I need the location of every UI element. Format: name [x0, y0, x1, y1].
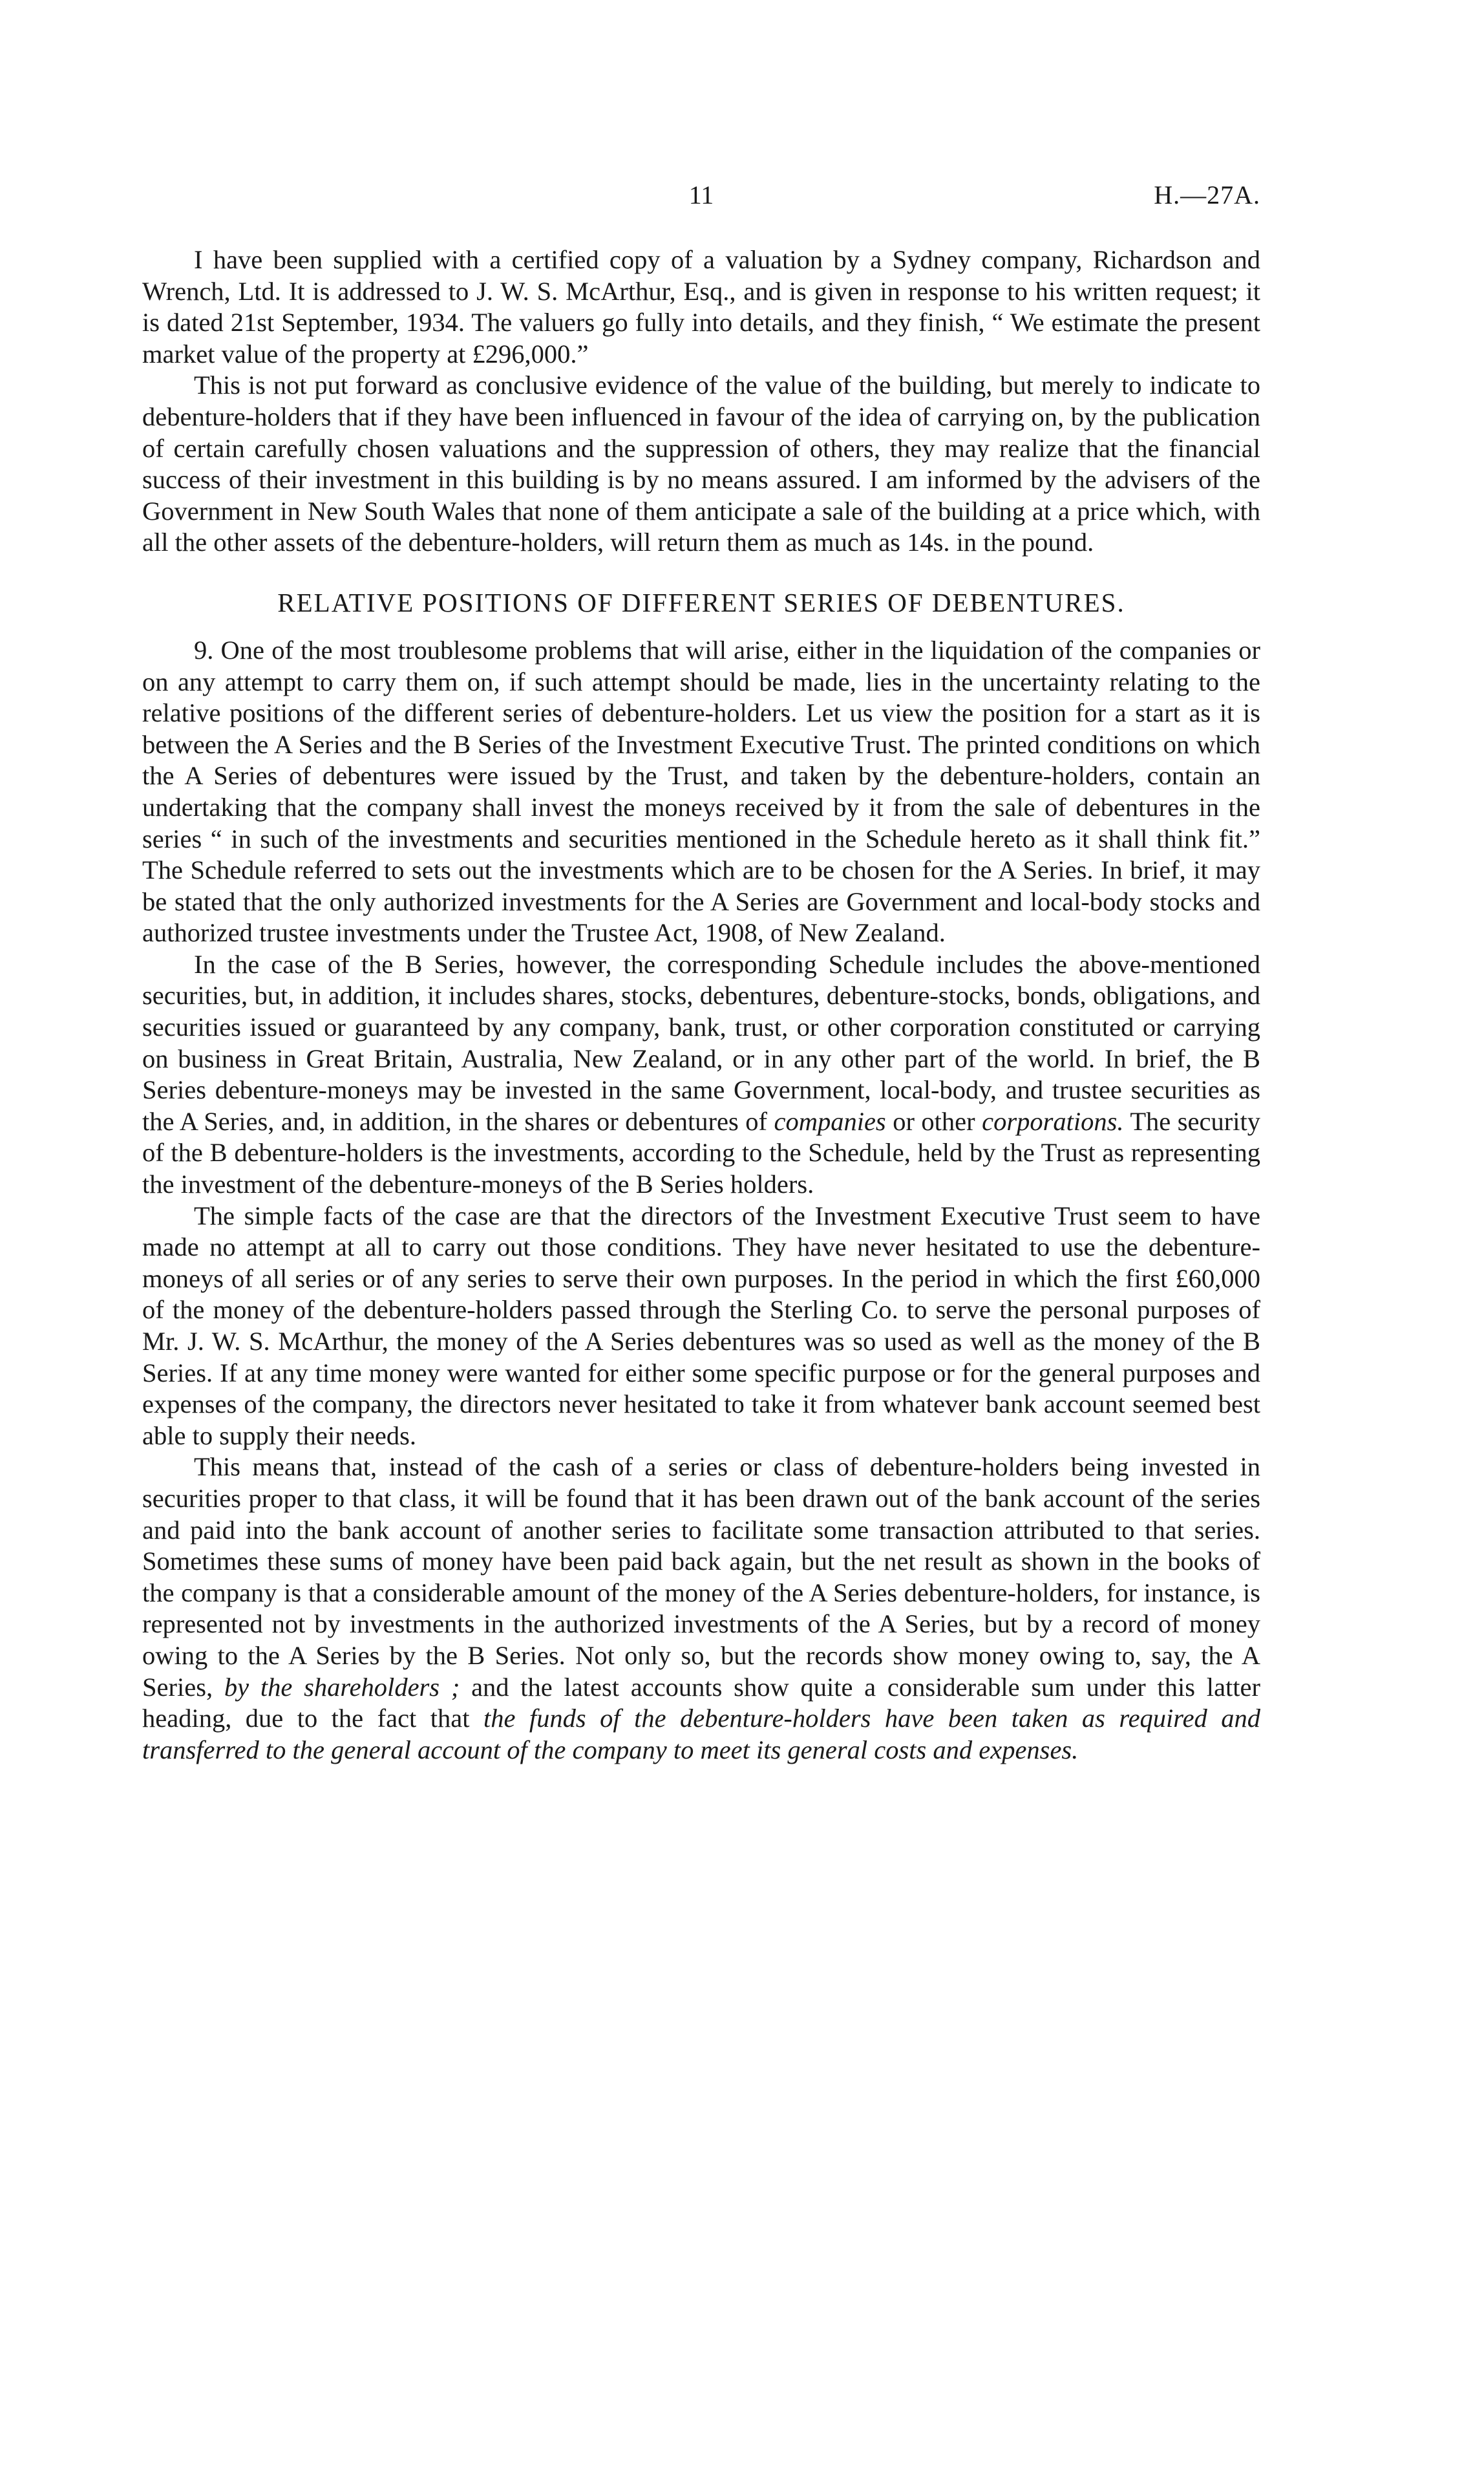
italic-funds-of-debenture-holders: the funds of the debenture-holders have been taken as required and transferred to the general account of the company to meet its general costs and expenses. [142, 1704, 1260, 1764]
italic-by-the-shareholders: by the shareholders ; [224, 1672, 460, 1702]
paragraph-valuation: I have been supplied with a certified copy of a valuation by a Sydney company, Richardson and Wrench, Ltd. It is addressed to J. W. S. McArthur, Esq., and is given in response to his written request; it is dated 21st September, 1934. The valuers go fully into details, and they finish, “ We estimate the present market value of the property at £296,000.” [142, 245, 1260, 369]
paragraph-troublesome-problems: 9. One of the most troublesome problems that will arise, either in the liquidation of the companies or on any attempt to carry them on, if such attempt should be made, lies in the uncertainty relating to the relative positions of the different series of debenture-holders. Let us view the position for a start as it is between the A Series and the B Series of the Investment Executive Trust. The printed conditions on which the A Series of debentures were issued by the Trust, and taken by the debenture-holders, contain an undertaking that the company shall invest the moneys received by it from the sale of debentures in the series “ in such of the investments and securities mentioned in the Schedule hereto as it shall think fit.” The Schedule referred to sets out the investments which are to be chosen for the A Series. In brief, it may be stated that the only authorized investments for the A Series are Government and local-body stocks and authorized trustee investments under the Trustee Act, 1908, of New Zealand. [142, 635, 1260, 948]
italic-companies: companies [774, 1106, 886, 1136]
page-header [142, 180, 1260, 212]
page-number: 11 [688, 180, 714, 209]
paragraph-b-series-text-3: The security of the B debenture-holders is the investments, according to the Schedule, held by the Trust as representing the investment of the debenture-moneys of the B Series holders. [142, 1106, 1260, 1199]
body-text [142, 244, 1260, 1766]
section-heading: RELATIVE POSITIONS OF DIFFERENT SERIES OF DEBENTURES. [277, 587, 1125, 617]
italic-corporations: corporations. [982, 1106, 1124, 1136]
paragraph-b-series [142, 949, 1260, 1201]
paragraph-this-means [142, 1451, 1260, 1766]
paragraph-this-means-text-1: This means that, instead of the cash of a series or class of debenture-holders being invested in securities proper to that class, it will be found that it has been drawn out of the bank account of the series and paid into the bank account of another series to facilitate some transaction attributed to that series. Sometimes these sums of money have been paid back again, but the net result as shown in the books of the company is that a considerable amount of the money of the A Series debenture-holders, for instance, is represented not by investments in the authorized investments of the A Series, but by a record of money owing to the A Series by the B Series. Not only so, but the records show money owing to, say, the A Series, [142, 1452, 1260, 1702]
paragraph-this-means-text-2: and the latest accounts show quite a considerable sum under this latter heading, due to the fact that [142, 1672, 1261, 1733]
paragraph-b-series-text-1: In the case of the B Series, however, the corresponding Schedule includes the above-mentioned securities, but, in addition, it includes shares, stocks, debentures, debenture-stocks, bonds, obligations, and securities issued or guaranteed by any company, bank, trust, or other corporation constituted or carrying on business in Great Britain, Australia, New Zealand, or in any other part of the world. In brief, the B Series debenture-moneys may be invested in the same Government, local-body, and trustee securities as the A Series, and, in addition, in the shares or debentures of [142, 949, 1260, 1136]
paragraph-b-series-text-2: or other [885, 1106, 982, 1136]
paragraph-simple-facts: The simple facts of the case are that the directors of the Investment Executive Trust seem to have made no attempt at all to carry out those conditions. They have never hesitated to use the debenture-moneys of all series or of any series to serve their own purposes. In the period in which the first £60,000 of the money of the debenture-holders passed through the Sterling Co. to serve the personal purposes of Mr. J. W. S. McArthur, the money of the A Series debentures was so used as well as the money of the B Series. If at any time money were wanted for either some specific purpose or for the general purposes and expenses of the company, the directors never hesitated to take it from whatever bank account seemed best able to supply their needs. [142, 1201, 1260, 1450]
paragraph-conclusive-evidence: This is not put forward as conclusive evidence of the value of the building, but merely to indicate to debenture-holders that if they have been influenced in favour of the idea of carrying on, by the publication of certain carefully chosen valuations and the suppression of others, they may realize that the financial success of their investment in this building is by no means assured. I am informed by the advisers of the Government in New South Wales that none of them anticipate a sale of the building at a price which, with all the other assets of the debenture-holders, will return them as much as 14s. in the pound. [142, 370, 1260, 557]
document-reference: H.—27A. [1154, 180, 1260, 209]
